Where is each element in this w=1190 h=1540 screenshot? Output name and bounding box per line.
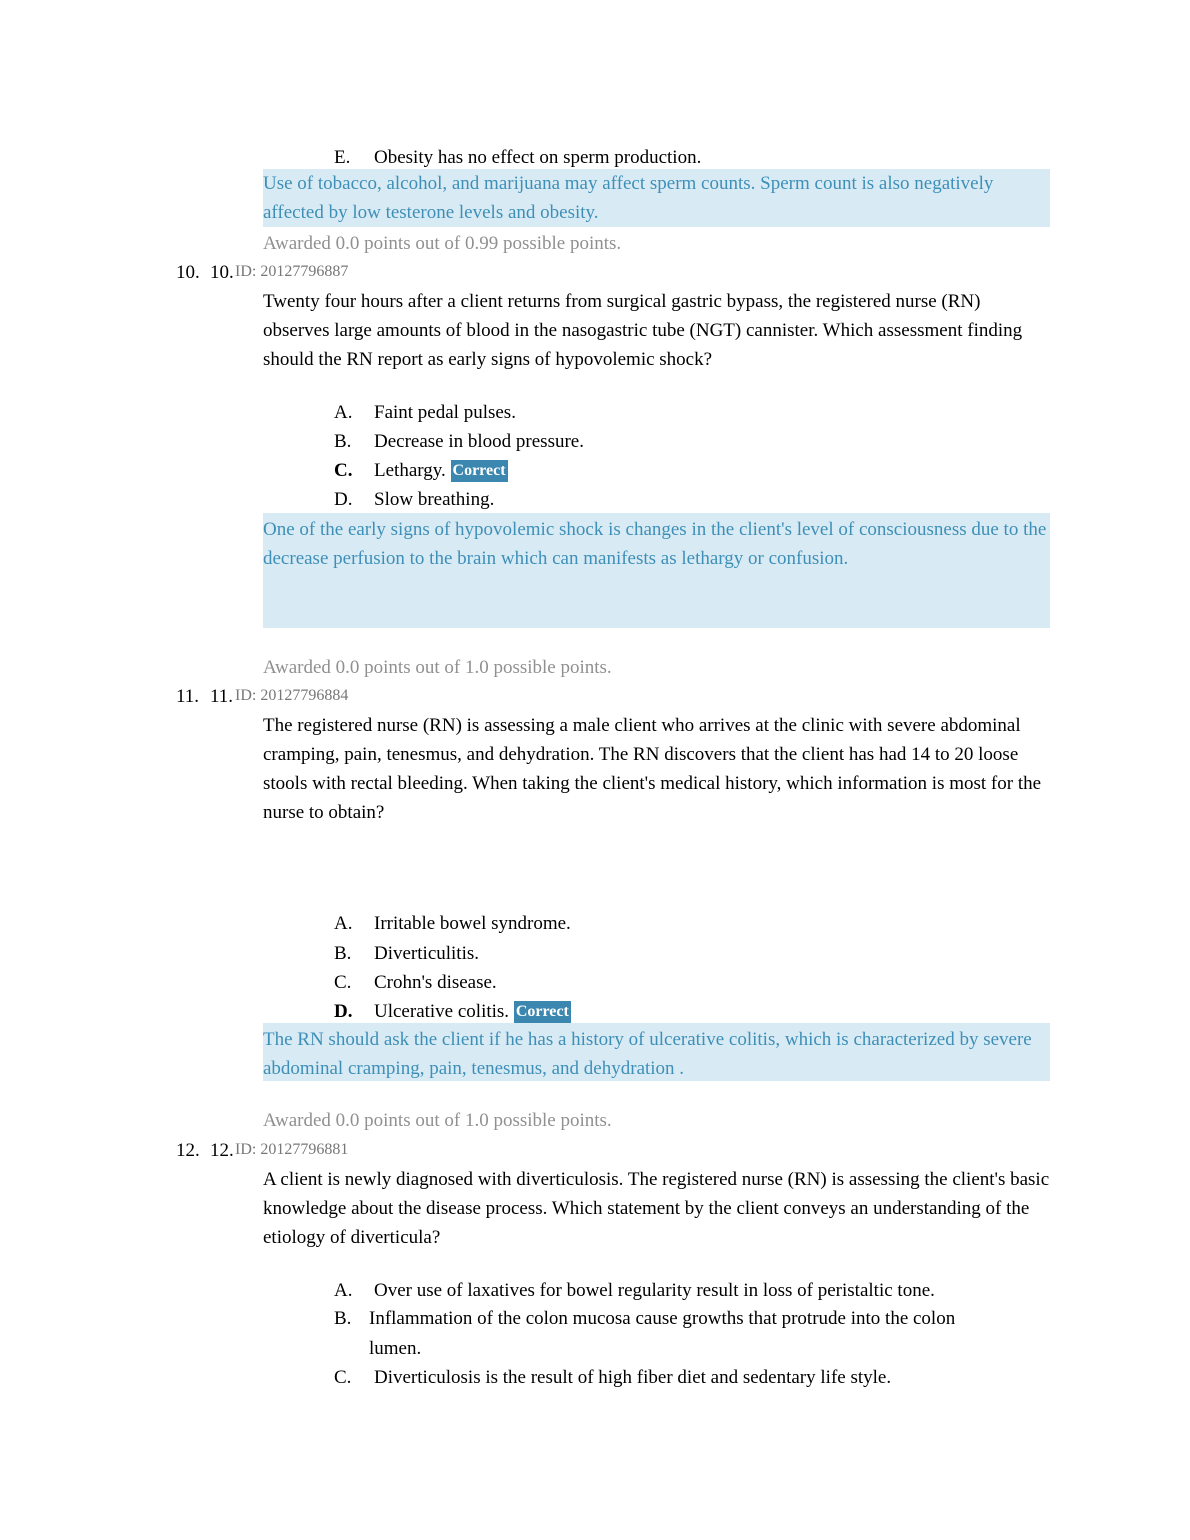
q11-option-b-letter: B. (334, 943, 352, 964)
q11-label: 11. (210, 686, 234, 707)
q11-awarded: Awarded 0.0 points out of 1.0 possible points. (263, 1110, 612, 1131)
q11-option-b-text: Diverticulitis. (374, 943, 480, 964)
q10-awarded: Awarded 0.0 points out of 1.0 possible points. (263, 657, 612, 678)
q9-option-e-letter: E. (334, 147, 351, 168)
q10-option-d-letter: D. (334, 489, 353, 510)
q11-option-c-letter: C. (334, 972, 352, 993)
q9-feedback: Use of tobacco, alcohol, and marijuana may affect sperm counts. Sperm count is also negatively affected by low testerone levels and obesity. (263, 169, 1050, 227)
q11-number: 11. (176, 686, 200, 707)
q12-option-a-text: Over use of laxatives for bowel regularity result in loss of peristaltic tone. (374, 1280, 935, 1301)
q11-option-d-letter: D. (334, 1001, 353, 1022)
q10-option-c-letter: C. (334, 460, 353, 481)
q10-option-b-letter: B. (334, 431, 352, 452)
q12-option-b-text: Inflammation of the colon mucosa cause growths that protrude into the colon (369, 1308, 956, 1329)
q12-number: 12. (176, 1140, 200, 1161)
q12-label: 12. (210, 1140, 234, 1161)
q11-feedback: The RN should ask the client if he has a history of ulcerative colitis, which is characterized by severe abdominal cramping, pain, tenesmus, and dehydration . (263, 1023, 1050, 1081)
q10-feedback: One of the early signs of hypovolemic shock is changes in the client's level of consciousness due to the decrease perfusion to the brain which can manifests as lethargy or confusion. (263, 513, 1050, 628)
q10-option-a-letter: A. (334, 402, 353, 423)
q11-option-c-text: Crohn's disease. (374, 972, 497, 993)
q11-option-d (374, 997, 571, 1026)
q12-option-c-text: Diverticulosis is the result of high fiber diet and sedentary life style. (374, 1367, 892, 1388)
q11-option-a-text: Irritable bowel syndrome. (374, 913, 571, 934)
q10-stem: Twenty four hours after a client returns from surgical gastric bypass, the registered nurse (RN) observes large amounts of blood in the nasogastric tube (NGT) cannister. Which assessment finding should the RN report as early signs of hypovolemic shock? (263, 291, 1023, 370)
q12-id: ID: 20127796881 (235, 1141, 349, 1158)
q10-label: 10. (210, 262, 234, 283)
q12-stem: A client is newly diagnosed with diverticulosis. The registered nurse (RN) is assessing the client's basic knowledge about the disease process. Which statement by the client conveys an understanding of the etiology of diverticula? (263, 1169, 1050, 1248)
q10-option-c-text: Lethargy. (374, 460, 446, 481)
q10-id: ID: 20127796887 (235, 263, 349, 280)
q12-option-b-text-cont: lumen. (369, 1338, 422, 1359)
q9-awarded: Awarded 0.0 points out of 0.99 possible points. (263, 233, 622, 254)
q11-id: ID: 20127796884 (235, 687, 349, 704)
q11-stem: The registered nurse (RN) is assessing a male client who arrives at the clinic with severe abdominal cramping, pain, tenesmus, and dehydration. The RN discovers that the client has had 14 to 20 loose stools with rectal bleeding. When taking the client's medical history, which information is most for the nurse to obtain? (263, 715, 1042, 823)
q10-option-c (374, 456, 508, 485)
q12-option-c-letter: C. (334, 1367, 352, 1388)
q10-option-b-text: Decrease in blood pressure. (374, 431, 584, 452)
q12-option-a-letter: A. (334, 1280, 353, 1301)
q10-correct-badge: Correct (451, 460, 508, 482)
q10-option-a-text: Faint pedal pulses. (374, 402, 516, 423)
q10-number: 10. (176, 262, 200, 283)
q11-correct-badge: Correct (514, 1001, 571, 1023)
q11-option-d-text: Ulcerative colitis. (374, 1001, 510, 1022)
q11-option-a-letter: A. (334, 913, 353, 934)
q12-option-b-letter: B. (334, 1308, 352, 1329)
q9-option-e-text: Obesity has no effect on sperm production. (374, 147, 702, 168)
q10-option-d-text: Slow breathing. (374, 489, 495, 510)
